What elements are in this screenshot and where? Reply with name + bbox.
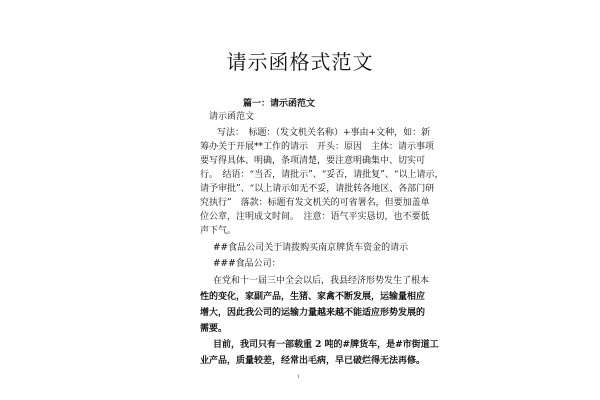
body-line: 性的变化，家副产品，生猪、家禽不断发展，运输量相应 [200,292,426,302]
paragraph-line: 请予审批”、“以上请示如无不妥，请批转各地区、各部门研 [200,184,435,194]
body-line: 在党和十一届三中全会以后，我县经济形势发生了根本 [213,276,430,286]
body-line: 业产品，质量较差，经常出毛病，早已破烂得无法再修。 [200,356,426,366]
paragraph-line: 行。 结语：“当否，请批示”、“妥否，请批复”、“以上请示， [200,170,444,180]
paragraph-line: 要写得具体、明确，条项清楚，要注意明确集中、切实可 [200,156,426,166]
paragraph-line: 筹办关于开展**工作的请示 开头：原因 主体：请示事项 [200,142,435,152]
paragraph-line: 写法： 标题：（发文机关名称）+事由+文种，如：新 [217,128,431,138]
section-label: 请示函范文 [209,112,255,122]
example-recipient: ###食品公司： [213,259,281,269]
page-title: 请示函格式范文 [226,50,374,74]
paragraph-line: 究执行” 落款：标题有发文机关的可省署名，但要加盖单 [200,198,430,208]
paragraph-line: 声下气。 [200,226,237,236]
example-heading: ##食品公司关于请拨购买南京牌货车资金的请示 [213,243,409,253]
page-number: 1 [297,374,301,380]
chapter-heading: 篇一：请示函范文 [243,99,316,109]
body-line: 需要。 [200,324,228,334]
body-line: 增大，因此我公司的运输力量越来越不能适应形势发展的 [200,308,426,318]
body-line: 目前，我司只有一部载重 2 吨的#牌货车，是#市街道工 [213,340,439,350]
paragraph-line: 位公章，注明成文时间。 注意：语气平实恳切，也不要低 [200,212,430,222]
